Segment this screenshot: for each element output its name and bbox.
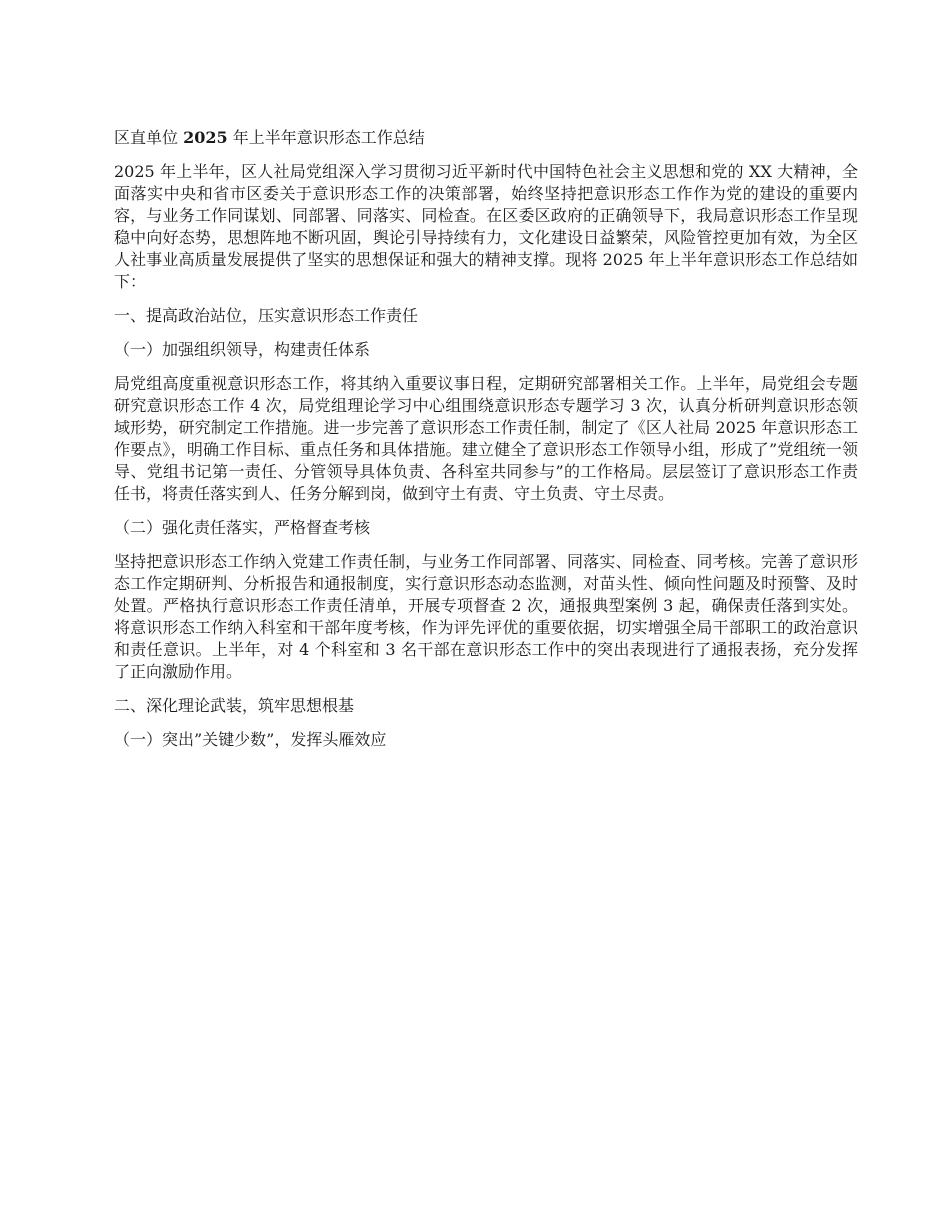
section-1-heading: 一、提高政治站位，压实意识形态工作责任 xyxy=(114,306,419,325)
section-2-heading: 二、深化理论武装，筑牢思想根基 xyxy=(114,696,355,715)
section-1-2-body: 坚持把意识形态工作纳入党建工作责任制，与业务工作同部署、同落实、同检查、同考核。完善了意识形态工作定期研判、分析报告和通报制度，实行意识形态动态监测，对苗头性、倾向性问题及时预警、及时处置。严格执行意识形态工作责任清单，开展专项督查 2 次，通报典型案例 3 起，确保责任落到实处。将意识形态工作纳入科室和干部年度考核，作为评先评优的重要依据，切实增强全局干部职工的政治意识和责任意识。上半年，对 4 个科室和 3 名干部在意识形态工作中的突出表现进行了通报表扬，充分发挥了正向激励作用。 xyxy=(114,552,858,681)
title-year: 2025 xyxy=(183,128,228,147)
intro-paragraph: 2025 年上半年，区人社局党组深入学习贯彻习近平新时代中国特色社会主义思想和党的 XX 大精神，全面落实中央和省市区委关于意识形态工作的决策部署，始终坚持把意识形态工作作为党的建设的重要内容，与业务工作同谋划、同部署、同落实、同检查。在区委区政府的正确领导下，我局意识形态工作呈现稳中向好态势，思想阵地不断巩固，舆论引导持续有力，文化建设日益繁荣，风险管控更加有效，为全区人社事业高质量发展提供了坚实的思想保证和强大的精神支撑。现将 2025 年上半年意识形态工作总结如下： xyxy=(114,162,858,291)
document-page xyxy=(114,127,858,763)
section-1-1-body: 局党组高度重视意识形态工作，将其纳入重要议事日程，定期研究部署相关工作。上半年，局党组会专题研究意识形态工作 4 次，局党组理论学习中心组围绕意识形态专题学习 3 次，认真分析研判意识形态领域形势，研究制定工作措施。进一步完善了意识形态工作责任制，制定了《区人社局 2025 年意识形态工作要点》，明确工作目标、重点任务和具体措施。建立健全了意识形态工作领导小组，形成了”党组统一领导、党组书记第一责任、分管领导具体负责、各科室共同参与”的工作格局。层层签订了意识形态工作责任书，将责任落实到人、任务分解到岗，做到守土有责、守土负责、守土尽责。 xyxy=(114,374,858,503)
section-2-1-heading: （一）突出”关键少数”，发挥头雁效应 xyxy=(114,730,387,749)
title-prefix: 区直单位 xyxy=(114,128,184,147)
section-1-1-heading: （一）加强组织领导，构建责任体系 xyxy=(114,340,371,359)
section-1-2-heading: （二）强化责任落实，严格督查考核 xyxy=(114,518,371,537)
title-suffix: 年上半年意识形态工作总结 xyxy=(227,128,425,147)
document-title xyxy=(114,127,858,149)
